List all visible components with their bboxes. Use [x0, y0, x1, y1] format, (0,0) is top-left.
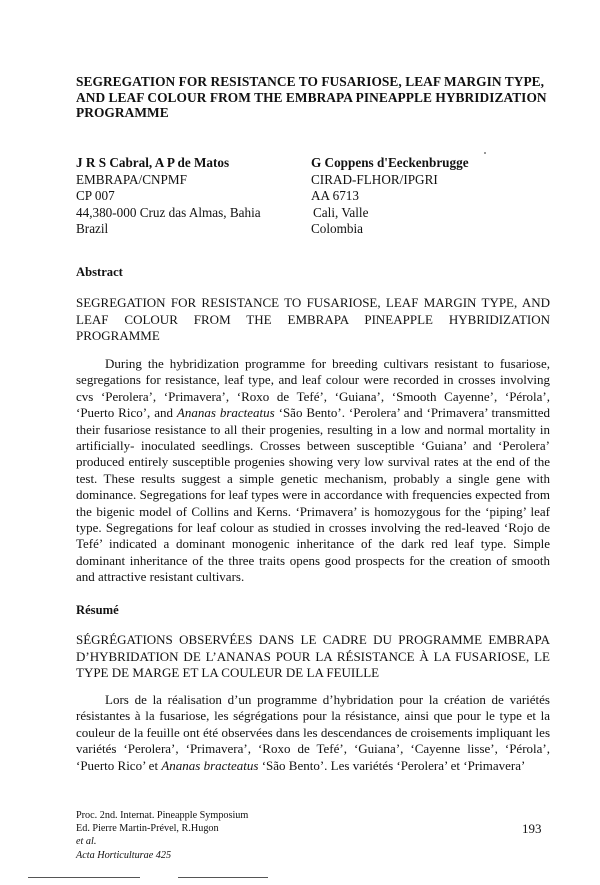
resume-title-line: D’HYBRIDATION DE L’ANANAS POUR LA RÉSISTANCE À LA FUSARIOSE, LE [76, 648, 550, 664]
author-block-right [311, 155, 469, 238]
abstract-title [76, 295, 550, 345]
affiliation-line: CP 007 [76, 188, 115, 204]
page-number: 193 [522, 821, 542, 836]
affiliation-line: Colombia [311, 221, 364, 237]
footer-proceedings: Proc. 2nd. Internat. Pineapple Symposium [76, 810, 249, 821]
affiliation-line: Cali, Valle [313, 204, 369, 220]
abstract-title-line: PROGRAMME [76, 328, 160, 343]
publication-footer [76, 809, 248, 862]
paper-title: SEGREGATION FOR RESISTANCE TO FUSARIOSE, LEAF MARGIN TYPE, AND LEAF COLOUR FROM THE EMBRAPA PINEAPPLE HYBRIDIZATION PROGRAMME [76, 74, 547, 120]
abstract-title-line: SEGREGATION FOR RESISTANCE TO FUSARIOSE, LEAF MARGIN TYPE, AND [76, 295, 550, 310]
abstract-body-rest: ‘São Bento’. ‘Perolera’ and ‘Primavera’ transmitted their fusariose resistance to all their progenies, resulting in a low and normal mortality in artificially- inoculated seedlings. Crosses between susceptible ‘Guiana’ and ‘Perolera’ produced entirely susceptible progenies showing very low survival rates at the end of the test. These results suggest a simple genetic mechanism, probably a single gene with dominance. Segregations for leaf types were in accordance with frequencies expected from the bigenic model of Collins and Kerns. ‘Primavera’ is homozygous for the ‘piping’ leaf type. Segregations for leaf colour as studied in crosses involving the red-leaved ‘Rojo de Tefé’ indicated a dominant monogenic inheritance of the dark red leaf type. Simple dominant inheritance of the three traits opens good prospects for the creation of smooth and attractive resistant cultivars. [76, 405, 550, 585]
resume-heading: Résumé [76, 603, 119, 617]
affiliation-line: EMBRAPA/CNPMF [76, 171, 187, 187]
scan-speck [484, 152, 486, 154]
affiliation-line: CIRAD-FLHOR/IPGRI [311, 171, 438, 187]
bottom-rule-left [28, 877, 140, 878]
author-block-left [76, 155, 261, 238]
resume-body-rest: ‘São Bento’. Les variétés ‘Perolera’ et ‘Primavera’ [258, 757, 526, 773]
resume-body-intro: Lors de la réalisation d’un programme d’hybridation pour la création de variétés résistantes à la fusariose, les ségrégations pour la résistance, ainsi que pour le type et la couleur de la feuille ont été observées dans les descendances de croisements impliquant les variétés ‘Perolera’, ‘Primavera’, ‘Roxo de Tefé’, ‘Guiana’, ‘Cayenne lisse’, ‘Pérola’, ‘Puerto Rico’ et [76, 692, 550, 773]
resume-body [76, 692, 550, 774]
footer-journal: Acta Horticulturae 425 [76, 849, 172, 861]
bottom-rule-right [178, 877, 268, 878]
footer-editors [76, 822, 248, 848]
footer-editors-names: Ed. Pierre Martin-Prével, R.Hugon [76, 823, 219, 835]
species-name: Ananas bracteatus [176, 405, 275, 421]
resume-title [76, 632, 550, 682]
resume-title-line: SÉGRÉGATIONS OBSERVÉES DANS LE CADRE DU PROGRAMME EMBRAPA [76, 632, 550, 647]
affiliation-line: 44,380-000 Cruz das Almas, Bahia [76, 204, 261, 220]
affiliation-line: AA 6713 [311, 188, 359, 204]
species-name: Ananas bracteatus [161, 757, 259, 773]
affiliation-line: Brazil [76, 221, 109, 237]
author-names-right: G Coppens d'Eeckenbrugge [311, 155, 469, 170]
author-names-left: J R S Cabral, A P de Matos [76, 155, 230, 170]
abstract-title-line: LEAF COLOUR FROM THE EMBRAPA PINEAPPLE HYBRIDIZATION [76, 311, 550, 327]
abstract-heading: Abstract [76, 265, 123, 279]
abstract-body-intro: During the hybridization programme for breeding cultivars resistant to fusariose, segregations for resistance, leaf type, and leaf colour were recorded in crosses involving cvs ‘Perolera’, ‘Primavera’, ‘Roxo de Tefé’, ‘Guiana’, ‘Smooth Cayenne’, ‘Pérola’, ‘Puerto Rico’, and [76, 356, 550, 421]
abstract-body [76, 356, 550, 586]
footer-et-al: et al. [76, 836, 97, 848]
resume-title-line: TYPE DE MARGE ET LA COULEUR DE LA FEUILLE [76, 665, 380, 680]
